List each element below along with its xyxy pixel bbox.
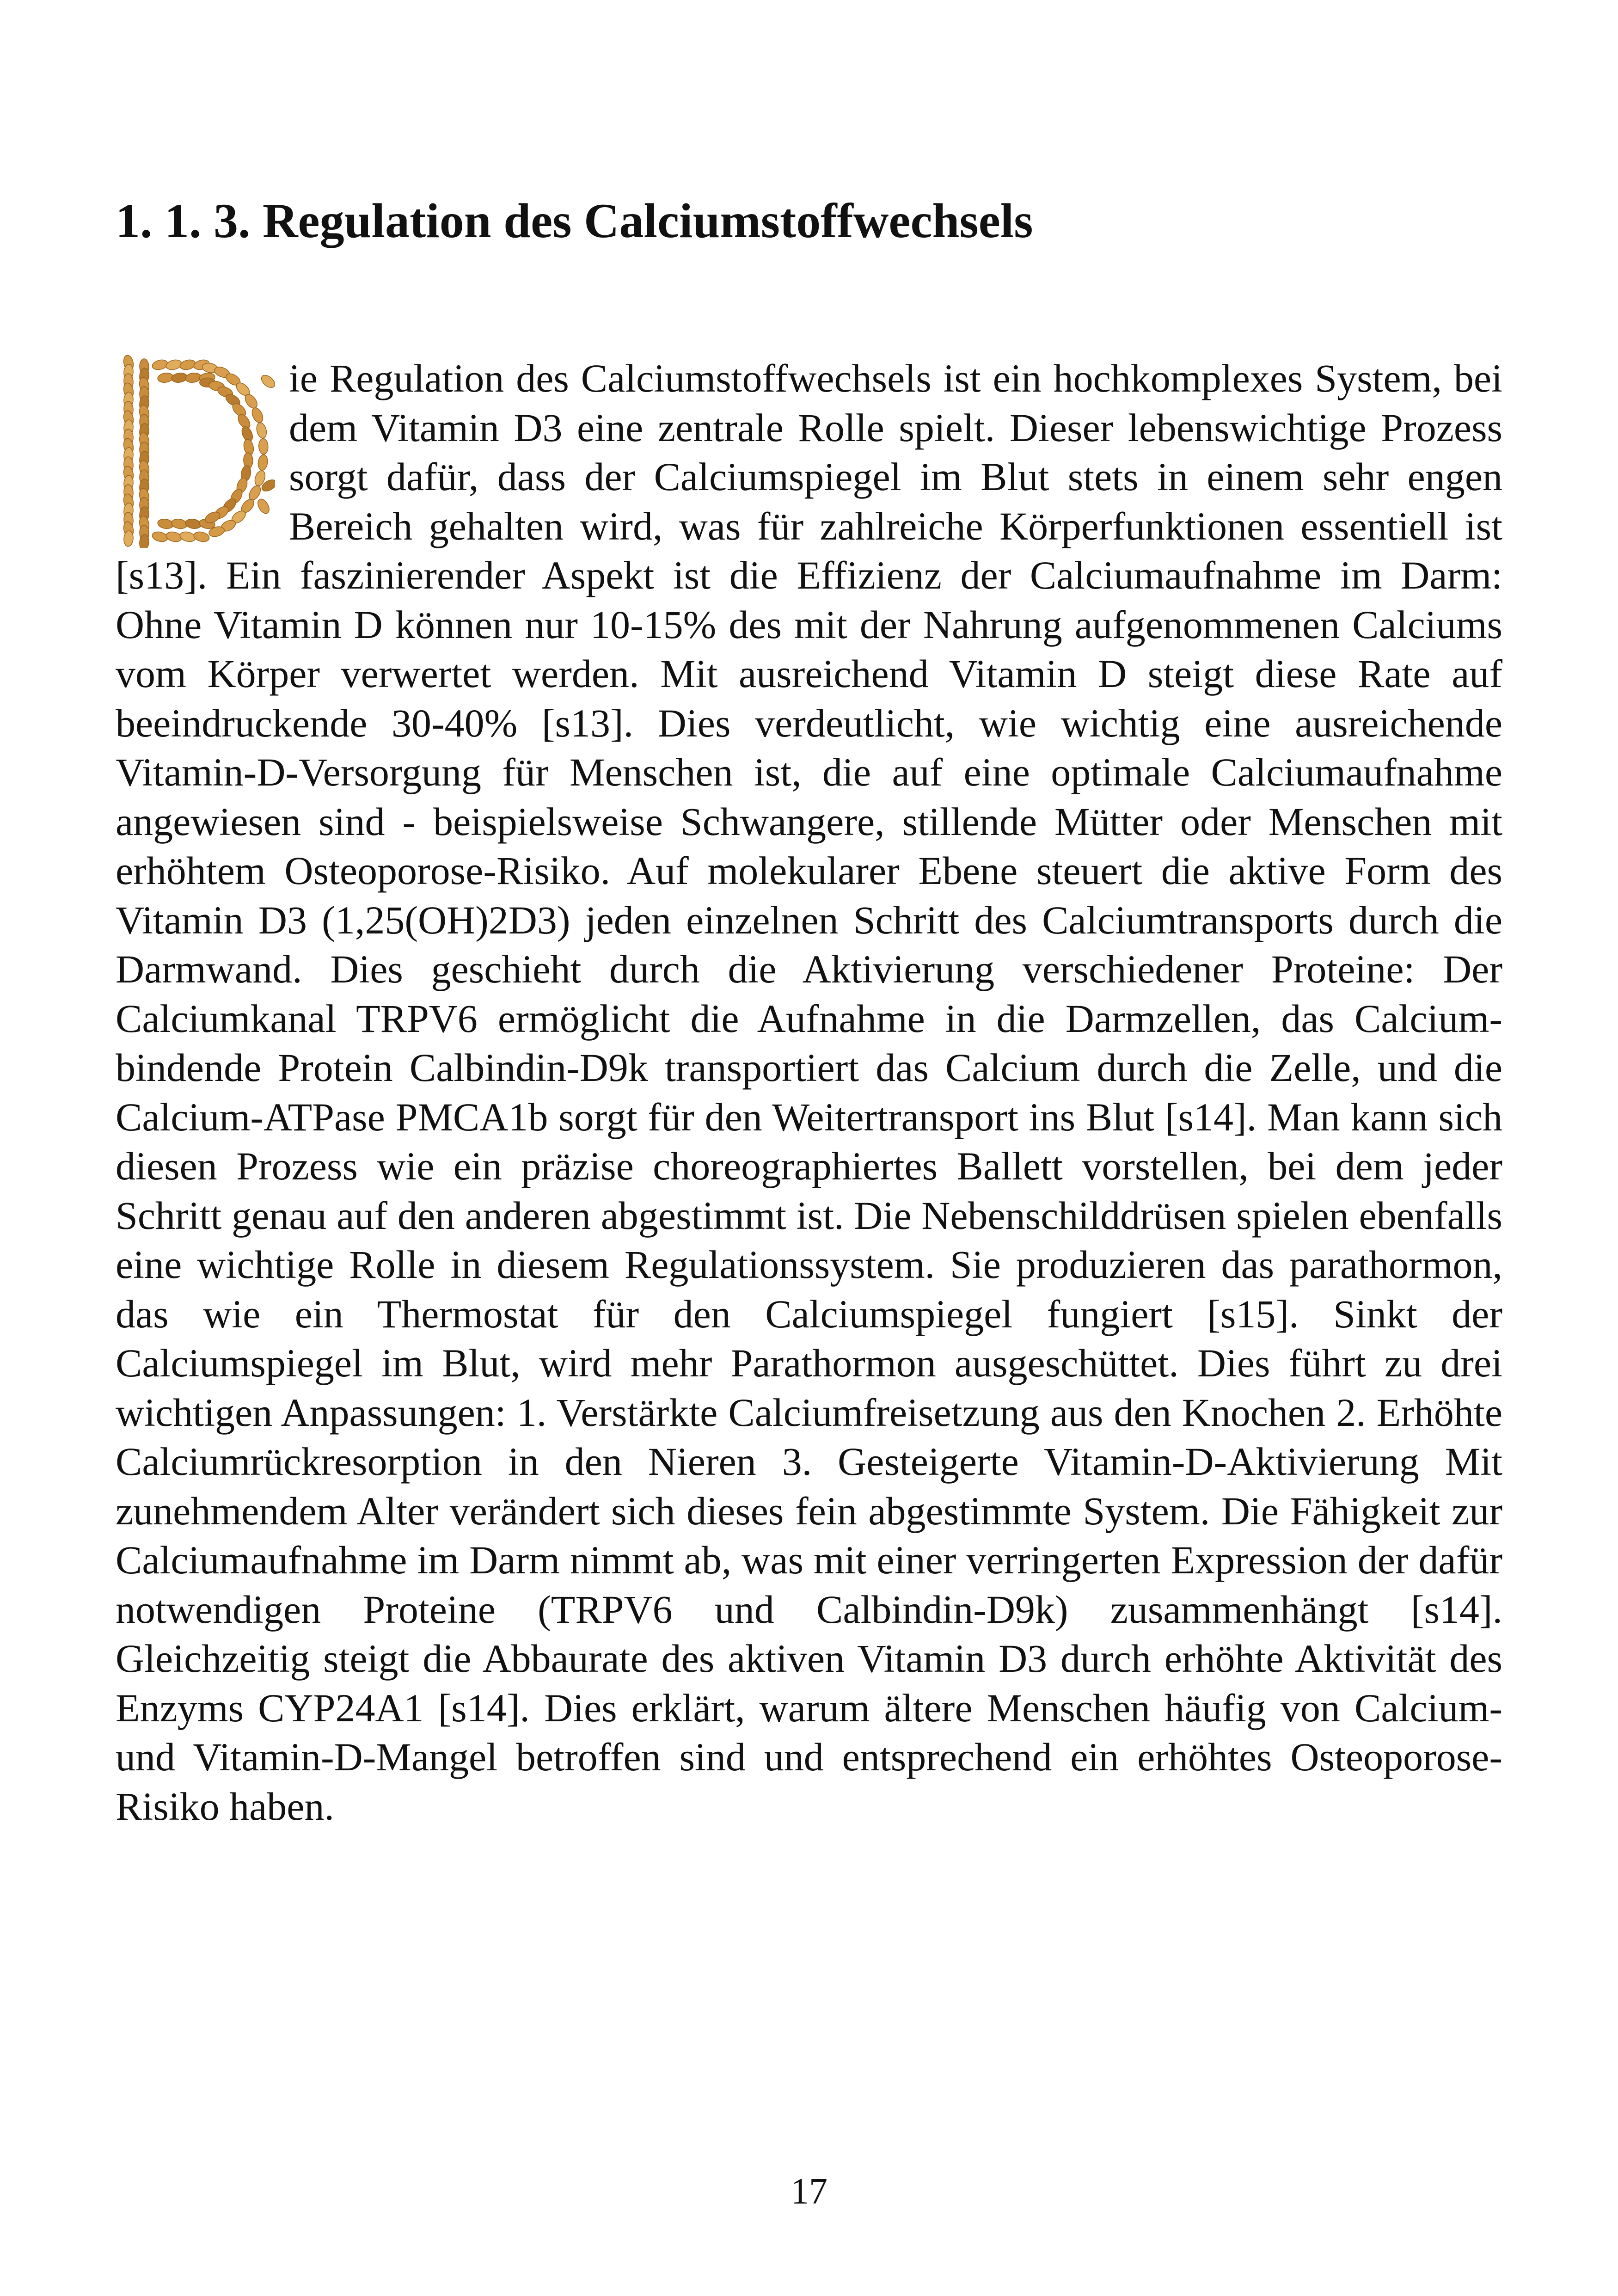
grain-letter-d-icon bbox=[116, 354, 275, 548]
grain-kernel bbox=[193, 530, 210, 543]
grain-kernel bbox=[256, 497, 271, 515]
body-text: ie Regulation des Calciumstoffwechsels ist ein hochkomplexes System, bei dem Vitamin D3 eine zentrale Rolle spielt. Dieser lebenswichtige Prozess sorgt dafür, dass der Calciumspiegel im Blut stets in einem sehr engen Bereich gehalten wird, was für zahlreiche Körperfunktionen essentiell ist [s13]. Ein faszinierender Aspekt ist die Effizienz der Calciumaufnahme im Darm: Ohne Vitamin D können nur 10-15% des mit der Nahrung aufgenommenen Calciums vom Körper verwertet werden. Mit ausreichend Vitamin D steigt diese Rate auf beeindruckende 30-40% [s13]. Dies verdeutlicht, wie wichtig eine ausreichende Vitamin-D-Versorgung für Menschen ist, die auf eine optimale Calciumaufnahme angewiesen sind - beispielsweise Schwangere, stillende Mütter oder Menschen mit erhöhtem Osteoporose-Risiko. Auf molekularer Ebene steuert die aktive Form des Vitamin D3 (1,25(OH)2D3) jeden einzelnen Schritt des Calciumtransports durch die Darmwand. Dies geschieht durch die Aktivierung verschiedener Proteine: Der Calciumkanal TRPV6 ermöglicht die Aufnahme in die Darmzellen, das Calcium-bindende Protein Calbindin-D9k transportiert das Calcium durch die Zelle, und die Calcium-ATPase PMCA1b sorgt für den Weitertransport ins Blut [s14]. Man kann sich diesen Prozess wie ein präzise choreographiertes Ballett vorstellen, bei dem jeder Schritt genau auf den anderen abgestimmt ist. Die Nebenschilddrüsen spielen ebenfalls eine wichtige Rolle in diesem Regulationssystem. Sie produzieren das parathormon, das wie ein Thermostat für den Calciumspiegel fungiert [s15]. Sinkt der Calciumspiegel im Blut, wird mehr Parathormon ausgeschüttet. Dies führt zu drei wichtigen Anpassungen: 1. Verstärkte Calciumfreisetzung aus den Knochen 2. Erhöhte Calciumrückresorption in den Nieren 3. Gesteigerte Vitamin-D-Aktivierung Mit zunehmendem Alter verändert sich dieses fein abgestimmte System. Die Fähigkeit zur Calciumaufnahme im Darm nimmt ab, was mit einer verringerten Expression der dafür notwendigen Proteine (TRPV6 und Calbindin-D9k) zusammenhängt [s14]. Gleichzeitig steigt die Abbaurate des aktiven Vitamin D3 durch erhöhte Aktivität des Enzyms CYP24A1 [s14]. Dies erklärt, warum ältere Menschen häufig von Calcium- und Vitamin-D-Mangel betroffen sind und entsprechend ein erhöhtes Osteoporose-Risiko haben. bbox=[116, 356, 1502, 1829]
section-heading: 1. 1. 3. Regulation des Calciumstoffwechsels bbox=[116, 194, 1033, 248]
grain-kernel bbox=[258, 438, 269, 454]
body-paragraph bbox=[116, 354, 1502, 1831]
grain-kernel bbox=[255, 422, 268, 439]
page-number: 17 bbox=[791, 2171, 827, 2212]
grain-kernel bbox=[250, 406, 265, 424]
grain-kernel bbox=[257, 454, 269, 471]
grain-kernel bbox=[259, 373, 275, 390]
